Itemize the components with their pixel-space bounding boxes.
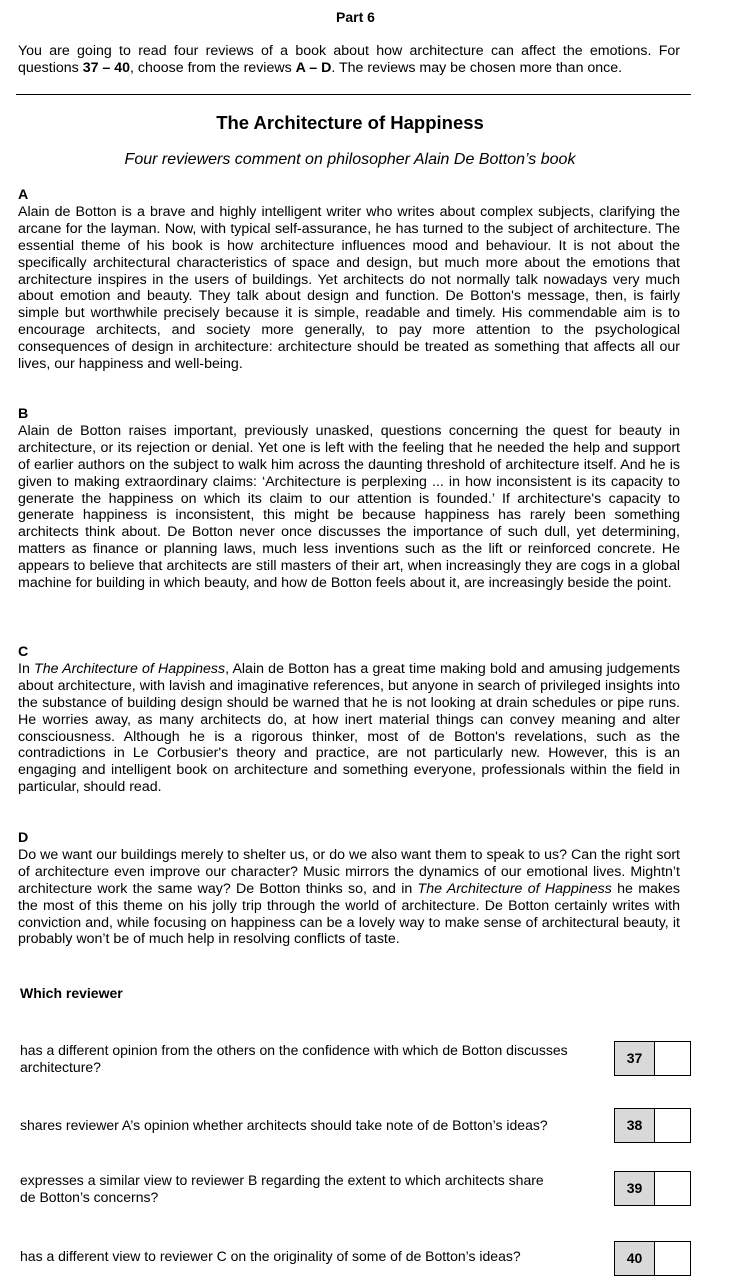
question-line: expresses a similar view to reviewer B regarding the extent to which architects share <box>20 1172 544 1188</box>
question-number: 38 <box>615 1109 655 1142</box>
question-number: 40 <box>615 1242 655 1275</box>
instructions-text: , choose from the reviews <box>130 59 296 76</box>
review-a <box>18 187 680 373</box>
review-text <box>18 661 680 796</box>
question-line: de Botton’s concerns? <box>20 1188 159 1205</box>
question-37-text: has a different opinion from the others on the confidence with which de Botton discusses architecture? <box>20 1042 568 1075</box>
question-38-box <box>614 1108 691 1143</box>
review-text-part: , Alain de Botton has a great time making bold and amusing judgements about architecture, with lavish and imaginative references, but anyone in search of privileged insights into the substance of building design should be warned that he is not looking at drain schedules or pipe runs. He worries away, as many architects do, at how inert material things can convey meaning and alter consciousness. Although he is a rigorous thinker, most of de Botton's revelations, such as the contradictions in Le Corbusier's theory and practice, are not particularly new. However, this is an engaging and intelligent book on architecture and something everyone, professionals within the field in particular, should read. <box>18 660 680 796</box>
question-39-text <box>20 1172 602 1206</box>
review-b <box>18 406 680 592</box>
review-text: Alain de Botton is a brave and highly intelligent writer who writes about complex subjects, clarifying the arcane for the layman. Now, with typical self-assurance, he has turned to the subject of architecture. The essential theme of his book is how architecture influences mood and behaviour. It is not about the specifically architectural characteristics of space and design, but much more about the emotions that architecture inspires in the users of buildings. Yet architects do not normally talk nowadays very much about emotion and beauty. They talk about design and function. De Botton's message, then, is fairly simple but worthwhile precisely because it is simple, readable and timely. His commendable aim is to encourage architects, and society more generally, to pay more attention to the psychological consequences of design in architecture: architecture should be treated as something that affects all our lives, our happiness and well-being. <box>18 203 680 373</box>
review-letter: D <box>18 830 29 846</box>
review-text: Alain de Botton raises important, previously unasked, questions concerning the quest for beauty in architecture, or its rejection or denial. Yet one is left with the feeling that he needed the help and support of earlier authors on the subject to walk him across the daunting threshold of architecture itself. And he is given to making extraordinary claims: ‘Architecture is perplexing ... in how inconsistent is its capacity to generate the happiness on which its claim to our attention is founded.’ If architecture's capacity to generate happiness is inconsistent, this might be because happiness has rarely been something architects think about. De Botton never once discusses the importance of such dull, yet determining, matters as finance or planning laws, much less inventions such as the lift or reinforced concrete. He appears to believe that architects are still masters of their art, when increasingly they are cogs in a global machine for building in which beauty, and how de Botton feels about it, are increasingly beside the point. <box>18 422 680 592</box>
part-heading: Part 6 <box>336 9 375 25</box>
question-number: 37 <box>615 1042 655 1075</box>
review-d <box>18 830 680 948</box>
question-39-box <box>614 1171 691 1206</box>
answer-40-field[interactable] <box>655 1242 690 1275</box>
review-text-part: In <box>18 660 35 677</box>
review-text-part: he makes the most of this theme on his jolly trip through the world of architecture. De Botton certainly writes with conviction and, while focusing on happiness can be a lovely way to make sense of architectural beauty, it probably won’t be of much help in resolving conflicts of taste. <box>18 880 680 948</box>
book-title: The Architecture of Happiness <box>34 660 226 677</box>
question-40-text: has a different view to reviewer C on the originality of some of de Botton’s ideas? <box>20 1248 521 1264</box>
review-letter: A <box>18 187 29 203</box>
instructions-text: You are going to read four reviews of a book about how architecture can affect the emotions. For questions <box>18 43 680 76</box>
instructions-text: . The reviews may be chosen more than once. <box>331 59 623 76</box>
article-subtitle: Four reviewers comment on philosopher Alain De Botton’s book <box>124 151 576 168</box>
answer-39-field[interactable] <box>655 1172 690 1205</box>
question-38-text: shares reviewer A’s opinion whether architects should take note of de Botton’s ideas? <box>20 1117 548 1133</box>
question-40-box <box>614 1241 691 1276</box>
article-title: The Architecture of Happiness <box>216 112 484 133</box>
question-37-box <box>614 1041 691 1076</box>
answer-38-field[interactable] <box>655 1109 690 1142</box>
divider <box>16 94 691 95</box>
question-prompt: Which reviewer <box>20 985 123 1001</box>
review-letter: B <box>18 406 29 422</box>
review-text <box>18 847 680 948</box>
book-title: The Architecture of Happiness <box>417 880 612 897</box>
review-text-part: Do we want our buildings merely to shelter us, or do we also want them to speak to us? Can the right sort of architecture even improve our character? Music mirrors the dynamics of our emotional lives. Mightn’t architecture work the same way? De Botton thinks so, and in <box>18 846 680 897</box>
question-number: 39 <box>615 1172 655 1205</box>
review-c <box>18 644 680 796</box>
review-letter: C <box>18 644 29 660</box>
question-range: 37 – 40 <box>82 59 131 76</box>
review-letters: A – D <box>295 59 332 76</box>
answer-37-field[interactable] <box>655 1042 690 1075</box>
instructions <box>18 43 680 77</box>
